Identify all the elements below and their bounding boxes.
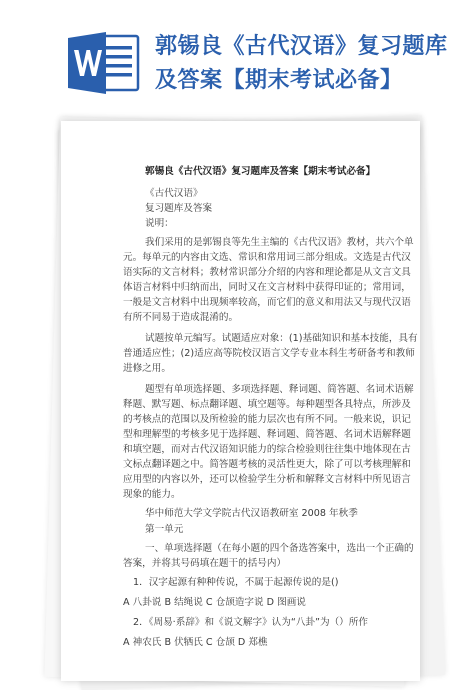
text-line: 进修之用。 [123, 363, 171, 374]
text-line: 现象的能力。 [123, 489, 181, 500]
text-line: 体语言材料中归纳而出，同时又在文言材料中获得印证的；常用词， [123, 282, 411, 293]
text-line: 一、单项选择题（在每小题的四个备选答案中，选出一个正确的 [145, 543, 414, 554]
text-line: 题型有单项选择题、多项选择题、释词题、简答题、名词术语解 [145, 384, 414, 395]
word-document-icon [66, 30, 142, 96]
document-title-line-1: 郭锡良《古代汉语》复习题库 [155, 34, 448, 59]
text-line: 语实际的文言材料；教材常识部分介绍的内容和理论都是从文言文具 [123, 267, 411, 278]
section-heading: 第一单元 [145, 524, 184, 535]
text-line: 复习题库及答案 [145, 203, 213, 214]
text-line: 有所不同易于造成混淆的。 [123, 312, 239, 323]
answer-options: A 八卦说 B 结绳说 C 仓颉造字说 D 图画说 [123, 597, 306, 608]
document-page [61, 121, 420, 681]
text-line: 应用型的内容以外，还可以检验学生分析和解释文言材料中所见语言 [123, 474, 411, 485]
text-line: 文标点翻译题之中。简答题考核的灵活性更大，除了可以考核理解和 [123, 459, 411, 470]
text-line: 普通适应性；(2)适应高等院校汉语言文学专业本科生考研备考和教师 [123, 348, 415, 359]
answer-options: A 神农氏 B 伏牺氏 C 仓颉 D 郑樵 [123, 637, 268, 648]
question-line: 2．《周易·系辞》和《说文解字》认为“八卦”为（）所作 [133, 617, 368, 628]
question-line: 1．汉字起源有种种传说，不属于起源传说的是() [133, 577, 339, 588]
text-line: 释题、默写题、标点翻译题、填空题等。每种题型各具特点，所涉及 [123, 399, 411, 410]
text-line: 试题按单元编写。试题适应对象：(1)基础知识和基本技能，具有 [145, 333, 418, 344]
text-line: 答案，并将其号码填在题干的括号内） [123, 558, 287, 569]
header [0, 0, 474, 118]
text-line: 元。每单元的内容由文选、常识和常用词三部分组成。文选是古代汉 [123, 252, 411, 263]
text-line: 说明： [145, 218, 174, 229]
text-line: 型和理解型的考核多见于选择题、释词题、简答题、名词术语解释题 [123, 429, 411, 440]
text-line: 和填空题，而对古代汉语知识能力的综合检验则往往集中地体现在古 [123, 444, 411, 455]
text-line: 的考核点的范围以及所检验的能力层次也有所不同。一般来说，识记 [123, 414, 411, 425]
document-title-line-2: 及答案【期末考试必备】 [155, 68, 403, 93]
text-line: 华中师范大学文学院古代汉语教研室 2008 年秋季 [145, 508, 358, 519]
document-title [155, 30, 460, 98]
document-content [61, 121, 420, 681]
text-line: 一般是文言材料中出现频率较高，而它们的意义和用法又与现代汉语 [123, 297, 411, 308]
page-heading: 郭锡良《古代汉语》复习题库及答案【期末考试必备】 [145, 166, 376, 177]
text-line: 我们采用的是郭锡良等先生主编的《古代汉语》教材，共六个单 [145, 237, 414, 248]
text-line: 《古代汉语》 [145, 188, 203, 199]
